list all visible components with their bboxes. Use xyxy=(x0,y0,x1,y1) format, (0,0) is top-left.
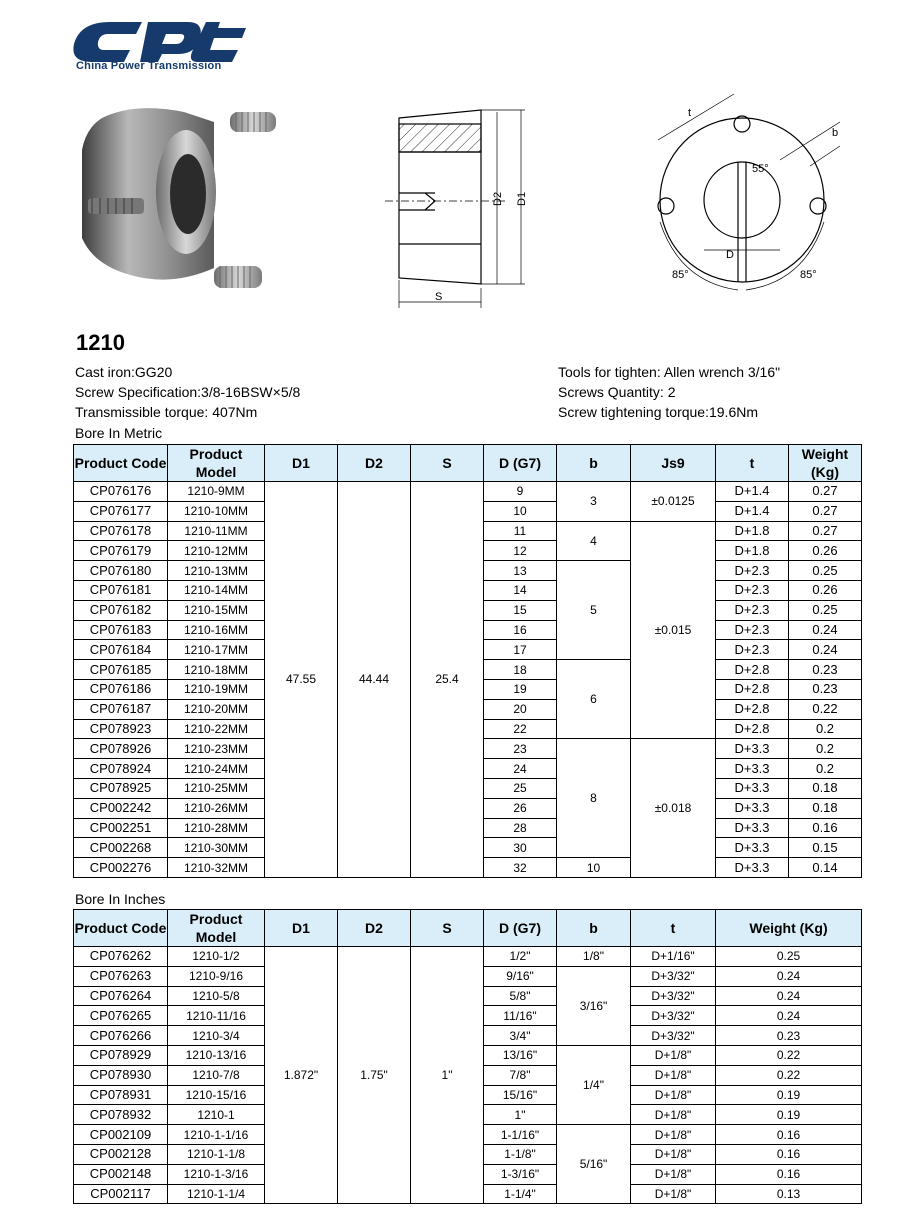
product-code: CP078931 xyxy=(74,1085,168,1105)
product-title: 1210 xyxy=(76,330,125,355)
keyway-b: 8 xyxy=(557,739,631,858)
weight-value: 0.16 xyxy=(716,1164,862,1184)
screws-quantity: Screws Quantity: 2 xyxy=(558,384,676,400)
product-code: CP076182 xyxy=(74,600,168,620)
product-model: 1210-1-3/16 xyxy=(168,1164,265,1184)
product-code: CP076262 xyxy=(74,947,168,967)
bore-d: 1-3/16" xyxy=(484,1164,557,1184)
bore-d: 22 xyxy=(484,719,557,739)
keyway-b: 3 xyxy=(557,482,631,522)
weight-value: 0.2 xyxy=(789,759,862,779)
keyway-b: 1/8" xyxy=(557,947,631,967)
label-t: t xyxy=(688,107,692,119)
metric-table xyxy=(73,444,862,878)
product-code: CP076185 xyxy=(74,660,168,680)
bore-d: 25 xyxy=(484,778,557,798)
header-d1: D1 xyxy=(265,445,338,482)
cast-iron: Cast iron:GG20 xyxy=(75,364,173,380)
product-model: 1210-14MM xyxy=(168,580,265,600)
product-code: CP002251 xyxy=(74,818,168,838)
product-code: CP002242 xyxy=(74,798,168,818)
d1-value: 1.872" xyxy=(265,947,338,1204)
label-d: D xyxy=(726,249,734,261)
header-d: D (G7) xyxy=(484,445,557,482)
bushing-photo xyxy=(74,98,284,298)
keyway-b: 1/4" xyxy=(557,1045,631,1124)
weight-value: 0.23 xyxy=(716,1026,862,1046)
weight-value: 0.27 xyxy=(789,501,862,521)
s-value: 1" xyxy=(411,947,484,1204)
label-d1: D1 xyxy=(516,191,528,206)
product-code: CP076176 xyxy=(74,482,168,502)
product-code: CP002128 xyxy=(74,1144,168,1164)
t-value: D+2.3 xyxy=(716,600,789,620)
bore-d: 11 xyxy=(484,521,557,541)
weight-value: 0.24 xyxy=(716,986,862,1006)
product-code: CP002276 xyxy=(74,858,168,878)
t-value: D+3/32" xyxy=(631,1026,716,1046)
bore-d: 15/16" xyxy=(484,1085,557,1105)
bore-d: 18 xyxy=(484,660,557,680)
header-t: t xyxy=(716,445,789,482)
weight-value: 0.24 xyxy=(716,1006,862,1026)
product-model: 1210-11MM xyxy=(168,521,265,541)
weight-value: 0.24 xyxy=(716,966,862,986)
product-model: 1210-17MM xyxy=(168,640,265,660)
product-code: CP078923 xyxy=(74,719,168,739)
product-code: CP078932 xyxy=(74,1105,168,1125)
header-model: Product Model xyxy=(168,910,265,947)
product-model: 1210-7/8 xyxy=(168,1065,265,1085)
header-d: D (G7) xyxy=(484,910,557,947)
t-value: D+1/8" xyxy=(631,1144,716,1164)
js9-tolerance: ±0.018 xyxy=(631,739,716,878)
js9-tolerance: ±0.0125 xyxy=(631,482,716,522)
product-code: CP078930 xyxy=(74,1065,168,1085)
product-model: 1210-1-1/16 xyxy=(168,1125,265,1145)
header-js9: Js9 xyxy=(631,445,716,482)
bore-d: 1-1/8" xyxy=(484,1144,557,1164)
t-value: D+3.3 xyxy=(716,759,789,779)
bore-d: 14 xyxy=(484,580,557,600)
bore-d: 32 xyxy=(484,858,557,878)
t-value: D+3/32" xyxy=(631,1006,716,1026)
weight-value: 0.2 xyxy=(789,739,862,759)
weight-value: 0.27 xyxy=(789,521,862,541)
weight-value: 0.26 xyxy=(789,580,862,600)
weight-value: 0.22 xyxy=(789,699,862,719)
transmissible-torque: Transmissible torque: 407Nm xyxy=(75,404,258,420)
product-model: 1210-19MM xyxy=(168,679,265,699)
product-code: CP002148 xyxy=(74,1164,168,1184)
t-value: D+3.3 xyxy=(716,798,789,818)
product-code: CP076263 xyxy=(74,966,168,986)
keyway-b: 3/16" xyxy=(557,966,631,1045)
weight-value: 0.19 xyxy=(716,1105,862,1125)
header-weight: Weight (Kg) xyxy=(716,910,862,947)
product-model: 1210-13/16 xyxy=(168,1045,265,1065)
t-value: D+2.3 xyxy=(716,580,789,600)
product-model: 1210-25MM xyxy=(168,778,265,798)
keyway-b: 10 xyxy=(557,858,631,878)
t-value: D+1.8 xyxy=(716,521,789,541)
d2-value: 44.44 xyxy=(338,482,411,878)
product-model: 1210-1-1/4 xyxy=(168,1184,265,1204)
t-value: D+2.8 xyxy=(716,679,789,699)
bore-d: 12 xyxy=(484,541,557,561)
t-value: D+1.4 xyxy=(716,501,789,521)
product-model: 1210-28MM xyxy=(168,818,265,838)
product-model: 1210-15MM xyxy=(168,600,265,620)
t-value: D+2.3 xyxy=(716,640,789,660)
weight-value: 0.2 xyxy=(789,719,862,739)
product-model: 1210-13MM xyxy=(168,561,265,581)
label-angle-55: 55° xyxy=(752,163,769,175)
weight-value: 0.16 xyxy=(716,1125,862,1145)
product-code: CP076180 xyxy=(74,561,168,581)
product-code: CP076187 xyxy=(74,699,168,719)
t-value: D+2.3 xyxy=(716,620,789,640)
product-code: CP078924 xyxy=(74,759,168,779)
product-code: CP076265 xyxy=(74,1006,168,1026)
bore-d: 17 xyxy=(484,640,557,660)
product-code: CP076264 xyxy=(74,986,168,1006)
tightening-torque: Screw tightening torque:19.6Nm xyxy=(558,404,758,420)
t-value: D+1.8 xyxy=(716,541,789,561)
product-code: CP078929 xyxy=(74,1045,168,1065)
inch-table xyxy=(73,909,862,1204)
t-value: D+1/8" xyxy=(631,1164,716,1184)
weight-value: 0.26 xyxy=(789,541,862,561)
product-code: CP076186 xyxy=(74,679,168,699)
product-model: 1210-18MM xyxy=(168,660,265,680)
product-code: CP078925 xyxy=(74,778,168,798)
bore-d: 28 xyxy=(484,818,557,838)
header-b: b xyxy=(557,445,631,482)
product-model: 1210-24MM xyxy=(168,759,265,779)
weight-value: 0.18 xyxy=(789,778,862,798)
s-value: 25.4 xyxy=(411,482,484,878)
weight-value: 0.13 xyxy=(716,1184,862,1204)
t-value: D+3/32" xyxy=(631,966,716,986)
weight-value: 0.22 xyxy=(716,1045,862,1065)
tools: Tools for tighten: Allen wrench 3/16" xyxy=(558,364,781,380)
weight-value: 0.23 xyxy=(789,660,862,680)
bore-d: 5/8" xyxy=(484,986,557,1006)
bore-d: 26 xyxy=(484,798,557,818)
header-t: t xyxy=(631,910,716,947)
header-s: S xyxy=(411,910,484,947)
weight-value: 0.18 xyxy=(789,798,862,818)
t-value: D+1/16" xyxy=(631,947,716,967)
t-value: D+1/8" xyxy=(631,1085,716,1105)
bore-d: 24 xyxy=(484,759,557,779)
bore-d: 1-1/16" xyxy=(484,1125,557,1145)
bore-d: 9/16" xyxy=(484,966,557,986)
t-value: D+3.3 xyxy=(716,858,789,878)
product-code: CP002268 xyxy=(74,838,168,858)
t-value: D+1/8" xyxy=(631,1125,716,1145)
weight-value: 0.14 xyxy=(789,858,862,878)
product-model: 1210-3/4 xyxy=(168,1026,265,1046)
keyway-b: 5 xyxy=(557,561,631,660)
weight-value: 0.27 xyxy=(789,482,862,502)
spec-right xyxy=(558,362,780,422)
label-b: b xyxy=(832,127,839,139)
metric-header-row xyxy=(74,445,862,482)
product-model: 1210-11/16 xyxy=(168,1006,265,1026)
t-value: D+1.4 xyxy=(716,482,789,502)
weight-value: 0.25 xyxy=(789,600,862,620)
bore-d: 1/2" xyxy=(484,947,557,967)
product-model: 1210-20MM xyxy=(168,699,265,719)
product-model: 1210-22MM xyxy=(168,719,265,739)
product-code: CP076183 xyxy=(74,620,168,640)
d1-value: 47.55 xyxy=(265,482,338,878)
header-weight: Weight (Kg) xyxy=(789,445,862,482)
header-code: Product Code xyxy=(74,445,168,482)
bore-d: 1" xyxy=(484,1105,557,1125)
bore-d: 23 xyxy=(484,739,557,759)
product-model: 1210-1 xyxy=(168,1105,265,1125)
header-s: S xyxy=(411,445,484,482)
product-model: 1210-15/16 xyxy=(168,1085,265,1105)
product-code: CP076184 xyxy=(74,640,168,660)
weight-value: 0.25 xyxy=(716,947,862,967)
metric-label: Bore In Metric xyxy=(75,425,163,441)
product-model: 1210-26MM xyxy=(168,798,265,818)
label-d2: D2 xyxy=(492,191,504,206)
spec-left xyxy=(75,362,300,422)
product-code: CP002109 xyxy=(74,1125,168,1145)
side-section-drawing xyxy=(385,98,545,313)
js9-tolerance: ±0.015 xyxy=(631,521,716,739)
product-model: 1210-5/8 xyxy=(168,986,265,1006)
bore-d: 16 xyxy=(484,620,557,640)
header-b: b xyxy=(557,910,631,947)
t-value: D+2.3 xyxy=(716,561,789,581)
screw-spec: Screw Specification:3/8-16BSW×5/8 xyxy=(75,384,301,400)
product-code: CP076266 xyxy=(74,1026,168,1046)
header-d1: D1 xyxy=(265,910,338,947)
t-value: D+3.3 xyxy=(716,739,789,759)
keyway-b: 5/16" xyxy=(557,1125,631,1204)
t-value: D+2.8 xyxy=(716,699,789,719)
label-s: S xyxy=(435,291,443,303)
bore-d: 7/8" xyxy=(484,1065,557,1085)
product-code: CP076178 xyxy=(74,521,168,541)
product-model: 1210-10MM xyxy=(168,501,265,521)
header-d2: D2 xyxy=(338,910,411,947)
product-model: 1210-30MM xyxy=(168,838,265,858)
bore-d: 30 xyxy=(484,838,557,858)
weight-value: 0.15 xyxy=(789,838,862,858)
t-value: D+1/8" xyxy=(631,1105,716,1125)
bore-d: 13 xyxy=(484,561,557,581)
product-model: 1210-16MM xyxy=(168,620,265,640)
product-code: CP002117 xyxy=(74,1184,168,1204)
table-row xyxy=(74,482,862,502)
product-code: CP076181 xyxy=(74,580,168,600)
header-code: Product Code xyxy=(74,910,168,947)
t-value: D+3.3 xyxy=(716,818,789,838)
d2-value: 1.75" xyxy=(338,947,411,1204)
label-angle-85-left: 85° xyxy=(672,269,689,281)
product-model: 1210-23MM xyxy=(168,739,265,759)
bore-d: 11/16" xyxy=(484,1006,557,1026)
product-model: 1210-32MM xyxy=(168,858,265,878)
weight-value: 0.22 xyxy=(716,1065,862,1085)
product-code: CP076177 xyxy=(74,501,168,521)
bore-d: 9 xyxy=(484,482,557,502)
product-model: 1210-1/2 xyxy=(168,947,265,967)
keyway-b: 6 xyxy=(557,660,631,739)
brand-subtitle: China Power Transmission xyxy=(76,60,222,72)
t-value: D+3.3 xyxy=(716,778,789,798)
t-value: D+2.8 xyxy=(716,719,789,739)
header-d2: D2 xyxy=(338,445,411,482)
keyway-b: 4 xyxy=(557,521,631,561)
header-model: Product Model xyxy=(168,445,265,482)
weight-value: 0.23 xyxy=(789,679,862,699)
weight-value: 0.24 xyxy=(789,620,862,640)
label-angle-85-right: 85° xyxy=(800,269,817,281)
weight-value: 0.16 xyxy=(789,818,862,838)
bore-d: 13/16" xyxy=(484,1045,557,1065)
inch-header-row xyxy=(74,910,862,947)
bore-d: 15 xyxy=(484,600,557,620)
weight-value: 0.19 xyxy=(716,1085,862,1105)
table-row xyxy=(74,947,862,967)
t-value: D+1/8" xyxy=(631,1184,716,1204)
bore-d: 19 xyxy=(484,679,557,699)
front-view-drawing xyxy=(630,82,860,312)
weight-value: 0.24 xyxy=(789,640,862,660)
t-value: D+3.3 xyxy=(716,838,789,858)
bore-d: 10 xyxy=(484,501,557,521)
weight-value: 0.25 xyxy=(789,561,862,581)
product-code: CP076179 xyxy=(74,541,168,561)
t-value: D+1/8" xyxy=(631,1065,716,1085)
weight-value: 0.16 xyxy=(716,1144,862,1164)
product-model: 1210-12MM xyxy=(168,541,265,561)
inch-label: Bore In Inches xyxy=(75,891,166,907)
t-value: D+3/32" xyxy=(631,986,716,1006)
t-value: D+2.8 xyxy=(716,660,789,680)
bore-d: 1-1/4" xyxy=(484,1184,557,1204)
product-code: CP078926 xyxy=(74,739,168,759)
t-value: D+1/8" xyxy=(631,1045,716,1065)
bore-d: 3/4" xyxy=(484,1026,557,1046)
product-model: 1210-9/16 xyxy=(168,966,265,986)
product-model: 1210-9MM xyxy=(168,482,265,502)
product-model: 1210-1-1/8 xyxy=(168,1144,265,1164)
bore-d: 20 xyxy=(484,699,557,719)
